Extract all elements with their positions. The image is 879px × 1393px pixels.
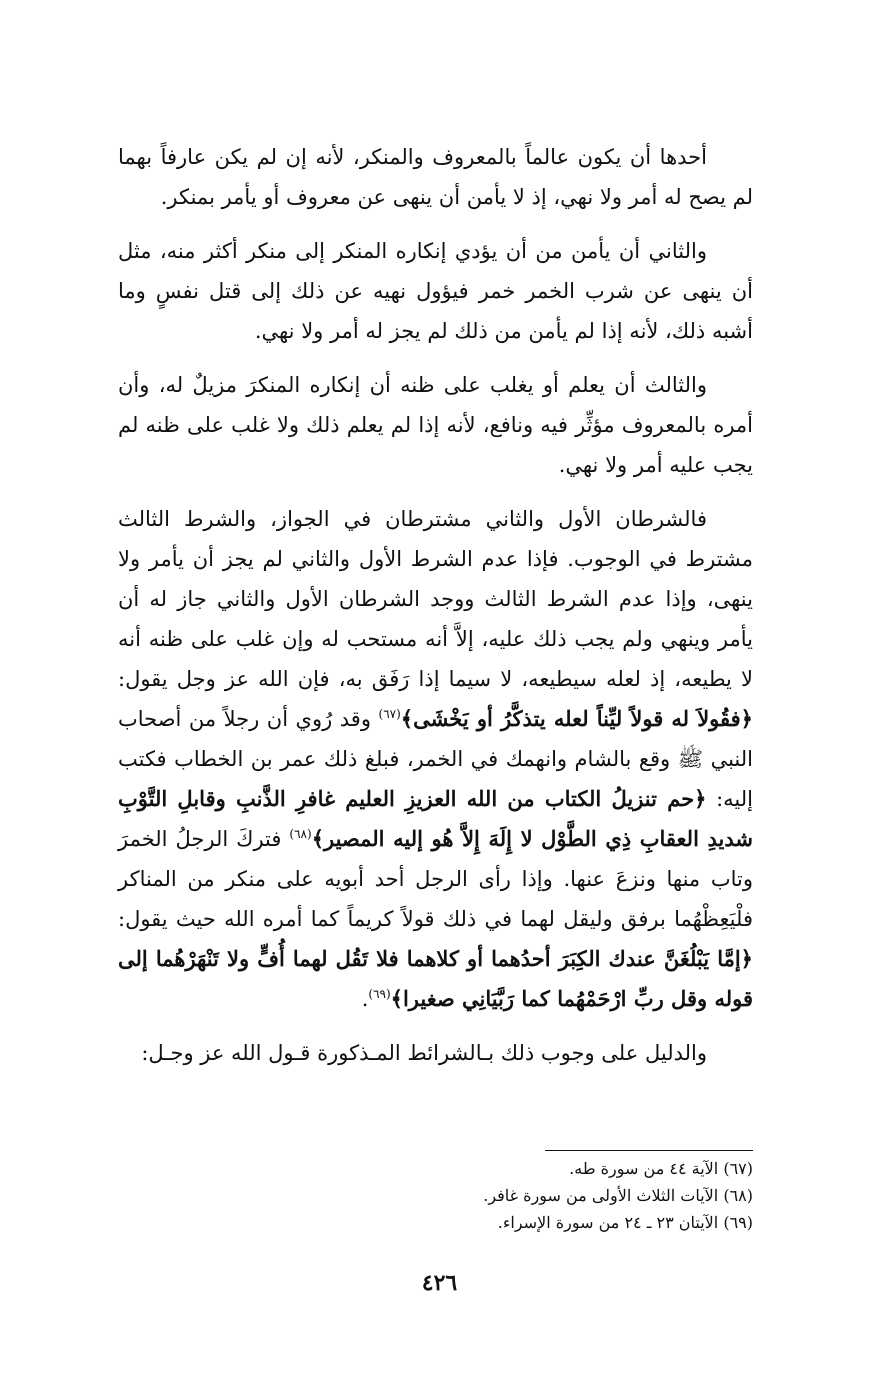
footnote: (٦٩) الآيتان ٢٣ ـ ٢٤ من سورة الإسراء. [497, 1213, 753, 1232]
paragraph [118, 499, 753, 1019]
footnote-divider [545, 1150, 753, 1151]
footnote-reference: (٦٩) [368, 987, 391, 1001]
footnote-reference: (٦٨) [289, 827, 312, 841]
text-run: وقد رُوي أن رجلاً من أصحاب النبي ﷺ وقع بالشام وانهمك في الخمر، فبلغ ذلك عمر بن الخطاب فكتب إليه: [118, 707, 753, 811]
text-run: أحدها أن يكون عالماً بالمعروف والمنكر، لأنه إن لم يكن عارفاً بهما لم يصح له أمر ولا نهي، إذ لا يأمن أن ينهى عن معروف أو يأمر بمنكر. [118, 145, 753, 209]
page-number: ٤٢٦ [421, 1270, 458, 1296]
footnote-reference: (٦٧) [378, 707, 401, 721]
text-run: والثالث أن يعلم أو يغلب على ظنه أن إنكاره المنكرَ مزيلٌ له، وأن أمره بالمعروف مؤثِّر فيه ونافع، لأنه إذا لم يعلم ذلك ولا غلب على ظنه لم يجب عليه أمر ولا نهي. [118, 373, 753, 477]
paragraph [118, 365, 753, 485]
footnote: (٦٨) الآيات الثلاث الأولى من سورة غافر. [483, 1186, 753, 1205]
quran-quote: ﴿فقُولاَ له قولاً ليِّناً لعله يتذكَّرُ أو يَخْشَى﴾ [400, 706, 753, 731]
text-run: والدليل على وجوب ذلك بـالشرائط المـذكورة قـول الله عز وجـل: [141, 1041, 707, 1065]
footnotes [153, 1155, 753, 1236]
quran-quote: ﴿حم تنزيلُ الكتاب من الله العزيزِ العليم غافرِ الذَّنبِ وقابلِ التَّوْبِ شديدِ العقابِ ذِي الطَّوْل لا إِلَهَ إِلاَّ هُو إليه المصير﴾ [118, 786, 753, 851]
paragraph [118, 231, 753, 351]
text-run: فتركَ الرجلُ الخمرَ وتاب منها ونزعَ عنها. وإذا رأى الرجل أحد أبويه على منكر من المناكر فلْيَعِظْهُما برفق وليقل لهما في ذلك قولاً كريماً كما أمره الله حيث يقول: [118, 827, 753, 931]
text-run: فالشرطان الأول والثاني مشترطان في الجواز، والشرط الثالث مشترط في الوجوب. فإذا عدم الشرط الأول والثاني لم يجز أن يأمر ولا ينهى، وإذا عدم الشرط الثالث ووجد الشرطان الأول والثاني جاز له أن يأمر وينهي ولم يجب ذلك عليه، إلاَّ أنه مستحب له وإن غلب على ظنه أنه لا يطيعه، إذ لعله سيطيعه، لا سيما إذا رَفَق به، فإن الله عز وجل يقول: [118, 507, 753, 691]
body-text [118, 137, 753, 1087]
paragraph [118, 1033, 753, 1073]
footnote: (٦٧) الآية ٤٤ من سورة طه. [569, 1159, 753, 1178]
text-run: والثاني أن يأمن من أن يؤدي إنكاره المنكر إلى منكر أكثر منه، مثل أن ينهى عن شرب الخمر خمر فيؤول نهيه عن ذلك إلى قتل نفسٍ وما أشبه ذلك، لأنه إذا لم يأمن من ذلك لم يجز له أمر ولا نهي. [118, 239, 753, 343]
quran-quote: ﴿إمَّا يَبْلُغَنَّ عندك الكِبَرَ أحدُهما أو كلاهما فلا تَقُل لهما أُفٍّ ولا تَنْهَرْهُما إلى قوله وقل ربِّ ارْحَمْهُما كما رَبَّيَانِي صغيرا﴾ [118, 946, 753, 1011]
paragraph [118, 137, 753, 217]
text-run: . [361, 987, 369, 1011]
